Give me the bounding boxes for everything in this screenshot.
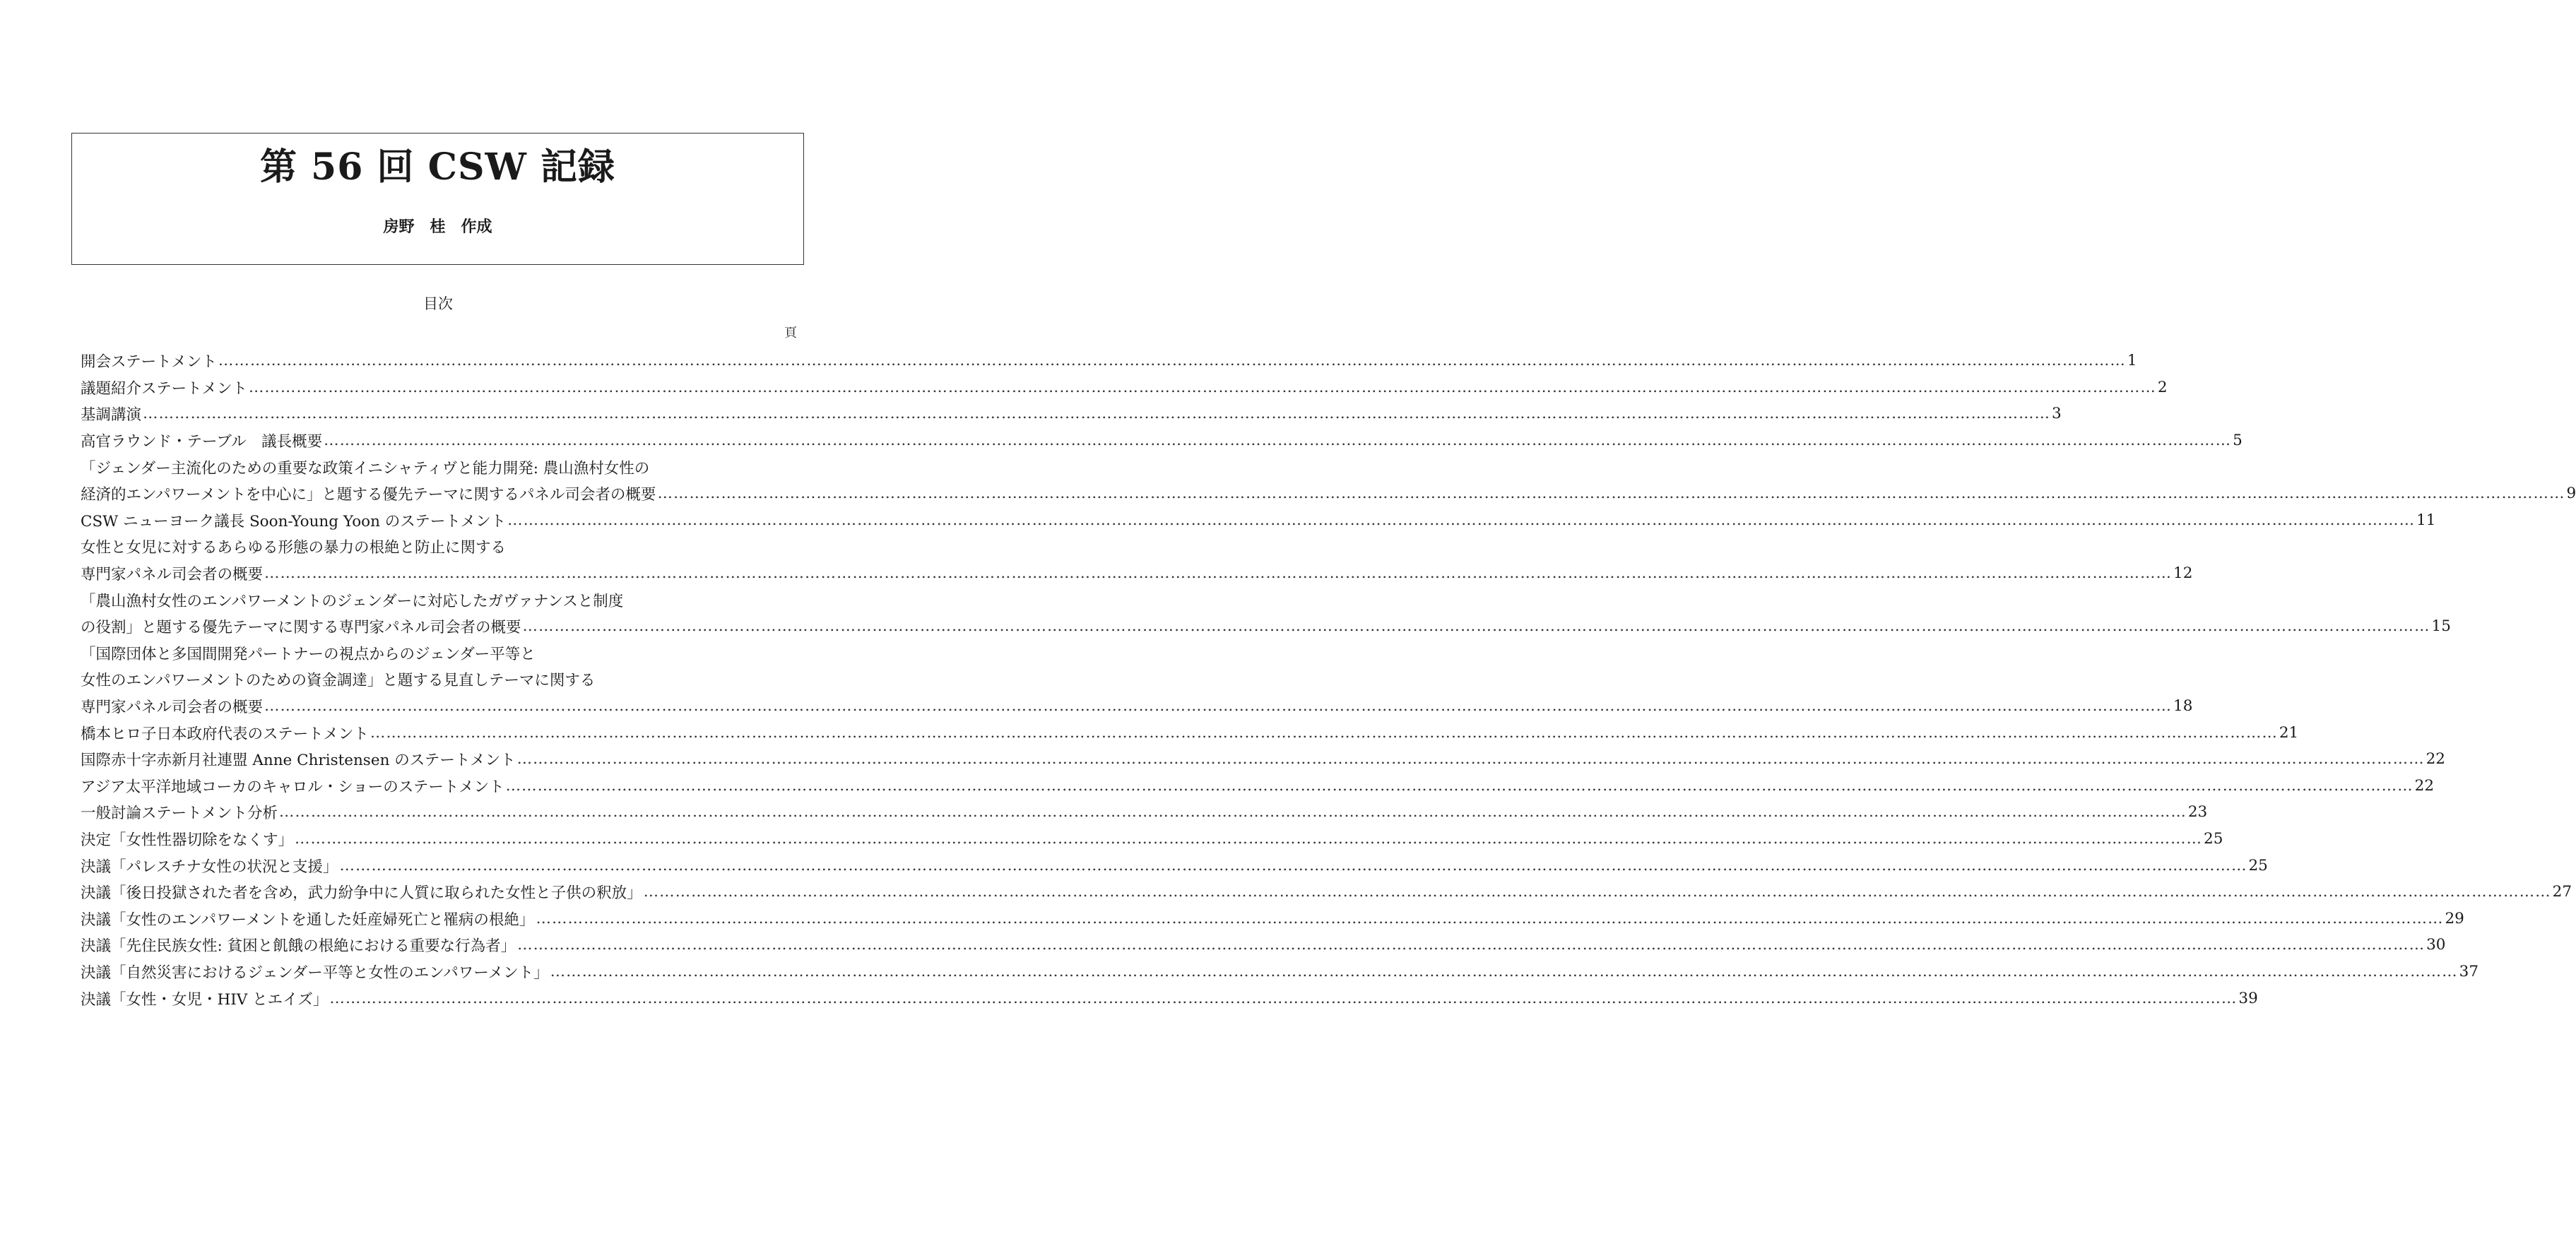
toc-entry-page: 3 — [2052, 405, 2062, 423]
toc-entry — [81, 719, 2299, 746]
toc-entry-page: 25 — [2204, 829, 2223, 848]
toc-dot-leader: ……………………………………………………………………………………………………………………………………………………………………………………………………………………………………………………………………………………………………………………………… — [329, 989, 2238, 1007]
toc-dot-leader: ……………………………………………………………………………………………………………………………………………………………………………………………………………………………………………………………………………………………………………………………… — [505, 776, 2413, 795]
toc-entry-title: 「国際団体と多国間開発パートナーの視点からのジェンダー平等と — [81, 645, 536, 663]
toc-dot-leader: ……………………………………………………………………………………………………………………………………………………………………………………………………………………………………………………………………………………………………………………………… — [264, 697, 2173, 716]
toc-entry — [81, 507, 2436, 534]
toc-entry-title: 決議「女性・女児・HIV とエイズ」 — [81, 990, 329, 1009]
toc-entry — [81, 932, 2446, 959]
toc-entry-title: 決議「パレスチナ女性の状況と支援」 — [81, 858, 338, 876]
toc-entry-page: 29 — [2445, 909, 2464, 927]
toc-entry-title: 「農山漁村女性のエンパワーメントのジェンダーに対応したガヴァナンスと制度 — [81, 592, 624, 610]
toc-entry-title: 決議「女性のエンパワーメントを通した妊産婦死亡と罹病の根絶」 — [81, 911, 535, 929]
toc-entry-page: 5 — [2233, 432, 2243, 450]
toc-entry-title: 橋本ヒロ子日本政府代表のステートメント — [81, 725, 369, 743]
toc-entry — [81, 374, 2168, 401]
toc-entry-title: 決定「女性性器切除をなくす」 — [81, 831, 294, 849]
toc-dot-leader: ……………………………………………………………………………………………………………………………………………………………………………………………………………………………………………………………………………………………………………………………… — [248, 378, 2156, 396]
toc-entry-page: 27 — [2552, 883, 2572, 901]
toc-entry — [81, 905, 2464, 932]
toc-entry — [81, 453, 797, 480]
toc-entry — [81, 533, 797, 560]
toc-entry-title: 国際赤十字赤新月社連盟 Anne Christensen のステートメント — [81, 752, 516, 770]
toc-entry-page: 37 — [2459, 962, 2478, 980]
toc-entry-page: 9 — [2566, 485, 2576, 503]
toc-entry-title: 決議「後日投獄された者を含め，武力紛争中に人質に取られた女性と子供の釈放」 — [81, 884, 642, 903]
toc-entry-page: 22 — [2426, 750, 2445, 769]
toc-entry-title: 議題紹介ステートメント — [81, 379, 247, 398]
toc-entry-title: 女性のエンパワーメントのための資金調達」と題する見直しテーマに関する — [81, 672, 596, 690]
toc-dot-leader: ……………………………………………………………………………………………………………………………………………………………………………………………………………………………………………………………………………………………………………………………… — [550, 962, 2458, 980]
toc-dot-leader: ……………………………………………………………………………………………………………………………………………………………………………………………………………………………………………………………………………………………………………………………… — [143, 405, 2051, 423]
toc-entry-page: 12 — [2173, 564, 2193, 583]
toc-entry-title: 経済的エンパワーメントを中心に」と題する優先テーマに関するパネル司会者の概要 — [81, 486, 656, 504]
toc-dot-leader: ……………………………………………………………………………………………………………………………………………………………………………………………………………………………………………………………………………………………………………………………… — [324, 432, 2232, 450]
toc-dot-leader: ……………………………………………………………………………………………………………………………………………………………………………………………………………………………………………………………………………………………………………………………… — [339, 856, 2247, 875]
toc-dot-leader: ……………………………………………………………………………………………………………………………………………………………………………………………………………………………………………………………………………………………………………………………… — [517, 936, 2426, 954]
toc-entry-page: 11 — [2416, 511, 2436, 529]
toc-entry-page: 1 — [2127, 352, 2137, 370]
toc-entry — [81, 746, 2445, 773]
toc-entry-title: 一般討論ステートメント分析 — [81, 805, 278, 823]
toc-dot-leader: ……………………………………………………………………………………………………………………………………………………………………………………………………………………………………………………………………………………………………………………………… — [522, 617, 2430, 636]
toc-entry-page: 23 — [2187, 803, 2208, 822]
toc-entry — [81, 586, 797, 613]
toc-dot-leader: ……………………………………………………………………………………………………………………………………………………………………………………………………………………………………………………………………………………………………………………………… — [536, 909, 2444, 927]
toc-entry — [81, 799, 2208, 826]
toc-entry-page: 25 — [2248, 856, 2268, 875]
toc-entry — [81, 773, 2434, 800]
toc-entry-page: 39 — [2238, 989, 2258, 1007]
toc-entry — [81, 427, 2243, 454]
toc-entry-title: 高官ラウンド・テーブル 議長概要 — [81, 433, 323, 451]
toc-entry — [81, 640, 797, 667]
title-box — [71, 133, 804, 265]
toc-entry — [81, 879, 2572, 906]
toc-entry — [81, 826, 2223, 853]
toc-entry — [81, 693, 2193, 720]
toc-dot-leader: ……………………………………………………………………………………………………………………………………………………………………………………………………………………………………………………………………………………………………………………………… — [264, 564, 2173, 583]
toc-entry-title: の役割」と題する優先テーマに関する専門家パネル司会者の概要 — [81, 619, 521, 637]
toc-dot-leader: ……………………………………………………………………………………………………………………………………………………………………………………………………………………………………………………………………………………………………………………………… — [643, 883, 2551, 901]
toc-entry-page: 2 — [2157, 378, 2168, 396]
toc-entry — [81, 348, 2137, 374]
toc-entry — [81, 401, 2062, 427]
toc-entry — [81, 560, 2193, 587]
toc-dot-leader: ……………………………………………………………………………………………………………………………………………………………………………………………………………………………………………………………………………………………………………………………… — [516, 750, 2425, 769]
document-author: 房野 桂 作成 — [383, 218, 492, 236]
toc-dot-leader: ……………………………………………………………………………………………………………………………………………………………………………………………………………………………………………………………………………………………………………………………… — [370, 723, 2278, 742]
toc-entry — [81, 959, 2478, 985]
toc-entry — [81, 852, 2268, 879]
toc-entry-title: 決議「先住民族女性: 貧困と飢餓の根絶における重要な行為者」 — [81, 937, 516, 956]
toc-entry-title: CSW ニューヨーク議長 Soon-Young Yoon のステートメント — [81, 512, 507, 530]
toc-entry-title: 開会ステートメント — [81, 353, 217, 372]
toc-dot-leader: ……………………………………………………………………………………………………………………………………………………………………………………………………………………………………………………………………………………………………………………………… — [278, 803, 2187, 822]
toc-entry-title: 基調講演 — [81, 406, 142, 425]
toc-heading: 目次 — [423, 295, 453, 312]
toc-entry — [81, 985, 2258, 1012]
toc-entry-page: 21 — [2279, 723, 2299, 742]
toc-page-column-label: 頁 — [784, 326, 797, 340]
toc-entry-page: 18 — [2173, 697, 2193, 716]
table-of-contents — [81, 348, 2576, 1012]
toc-entry-title: 「ジェンダー主流化のための重要な政策イニシャティヴと能力開発: 農山漁村女性の — [81, 459, 650, 478]
toc-dot-leader: ……………………………………………………………………………………………………………………………………………………………………………………………………………………………………………………………………………………………………………………………… — [657, 485, 2565, 503]
toc-entry-page: 15 — [2431, 617, 2451, 636]
toc-entry-title: 女性と女児に対するあらゆる形態の暴力の根絶と防止に関する — [81, 539, 507, 557]
toc-dot-leader: ……………………………………………………………………………………………………………………………………………………………………………………………………………………………………………………………………………………………………………………………… — [295, 829, 2203, 848]
toc-entry-page: 30 — [2426, 936, 2446, 954]
document-title: 第 56 回 CSW 記録 — [259, 146, 616, 189]
toc-entry-page: 22 — [2414, 776, 2434, 795]
toc-entry-title: 専門家パネル司会者の概要 — [81, 566, 264, 584]
toc-entry-title: アジア太平洋地域コーカのキャロル・ショーのステートメント — [81, 778, 504, 796]
toc-entry — [81, 613, 2451, 640]
toc-entry-title: 専門家パネル司会者の概要 — [81, 699, 264, 717]
toc-entry-title: 決議「自然災害におけるジェンダー平等と女性のエンパワーメント」 — [81, 964, 549, 982]
toc-dot-leader: ……………………………………………………………………………………………………………………………………………………………………………………………………………………………………………………………………………………………………………………………… — [218, 352, 2126, 370]
toc-entry — [81, 480, 2576, 507]
toc-dot-leader: ……………………………………………………………………………………………………………………………………………………………………………………………………………………………………………………………………………………………………………………………… — [507, 511, 2416, 529]
toc-entry — [81, 666, 797, 693]
